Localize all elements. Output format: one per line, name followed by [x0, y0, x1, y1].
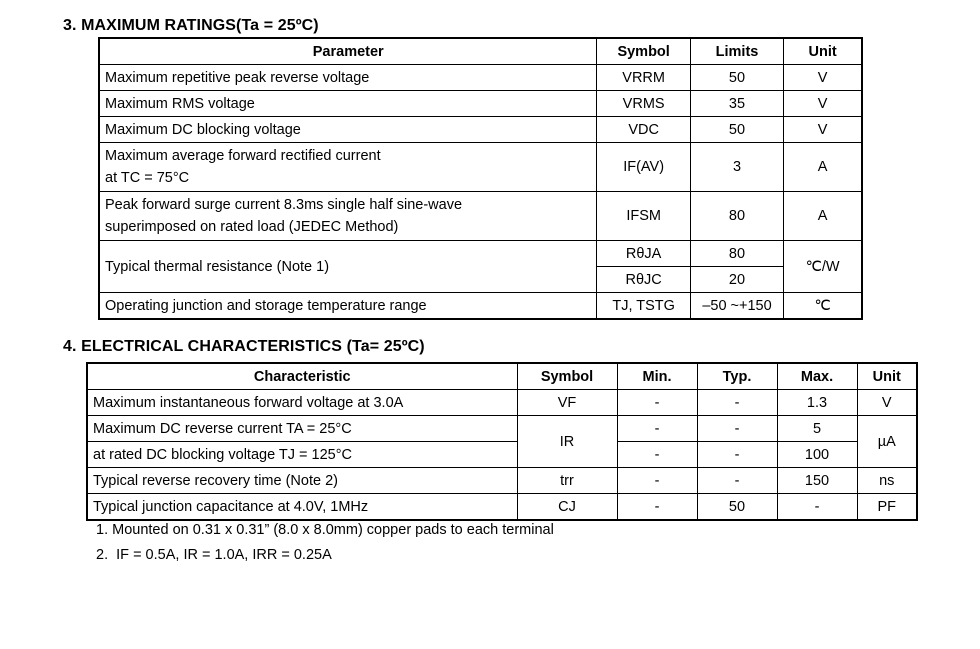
cell-unit: ns: [857, 468, 917, 494]
column-header-limits: Limits: [690, 38, 783, 65]
cell-limits: 50: [690, 117, 783, 143]
electrical-characteristics-table: [86, 362, 918, 521]
cell-symbol: trr: [517, 468, 617, 494]
cell-symbol: TJ, TSTG: [597, 293, 690, 320]
table-row: [87, 494, 917, 521]
footnote-2: 2. IF = 0.5A, IR = 1.0A, IRR = 0.25A: [96, 547, 332, 564]
table-row: [99, 192, 862, 241]
table-header-row: [87, 363, 917, 390]
cell-unit: µA: [857, 416, 917, 468]
table-row: [99, 241, 862, 267]
cell-parameter: [99, 143, 597, 192]
cell-characteristic: at rated DC blocking voltage TJ = 125°C: [87, 442, 517, 468]
cell-characteristic: Maximum instantaneous forward voltage at 3.0A: [87, 390, 517, 416]
cell-characteristic: Typical junction capacitance at 4.0V, 1MHz: [87, 494, 517, 521]
footnotes: [96, 518, 554, 569]
cell-symbol: VF: [517, 390, 617, 416]
table-row: [99, 117, 862, 143]
cell-parameter-line1: Peak forward surge current 8.3ms single half sine-wave: [105, 196, 463, 213]
column-header-symbol: Symbol: [517, 363, 617, 390]
cell-unit: V: [784, 65, 862, 91]
column-header-parameter: Parameter: [99, 38, 597, 65]
column-header-unit: Unit: [784, 38, 862, 65]
table-row: [99, 143, 862, 192]
column-header-symbol: Symbol: [597, 38, 690, 65]
cell-symbol: VDC: [597, 117, 690, 143]
table-row: [87, 390, 917, 416]
maximum-ratings-table: [98, 37, 863, 320]
column-header-typ: Typ.: [697, 363, 777, 390]
table-row: [99, 91, 862, 117]
cell-unit: V: [784, 117, 862, 143]
column-header-min: Min.: [617, 363, 697, 390]
cell-min: -: [617, 416, 697, 442]
table-row: [87, 468, 917, 494]
cell-symbol: IFSM: [597, 192, 690, 241]
table-row: [99, 293, 862, 320]
cell-parameter: Maximum repetitive peak reverse voltage: [99, 65, 597, 91]
table-header-row: [99, 38, 862, 65]
table-row: [87, 416, 917, 442]
cell-unit: ℃/W: [784, 241, 862, 293]
cell-parameter: Maximum DC blocking voltage: [99, 117, 597, 143]
cell-typ: 50: [697, 494, 777, 521]
cell-limits: 80: [690, 241, 783, 267]
cell-characteristic: Typical reverse recovery time (Note 2): [87, 468, 517, 494]
cell-parameter: [99, 192, 597, 241]
table-row: [99, 65, 862, 91]
page-title-maximum-ratings: 3. MAXIMUM RATINGS(Ta = 25ºC): [63, 17, 319, 34]
cell-symbol: IF(AV): [597, 143, 690, 192]
cell-max: 1.3: [777, 390, 857, 416]
cell-typ: -: [697, 442, 777, 468]
column-header-characteristic: Characteristic: [87, 363, 517, 390]
cell-symbol: RθJC: [597, 267, 690, 293]
cell-unit: PF: [857, 494, 917, 521]
column-header-unit: Unit: [857, 363, 917, 390]
cell-typ: -: [697, 416, 777, 442]
cell-limits: 50: [690, 65, 783, 91]
cell-limits: 20: [690, 267, 783, 293]
cell-parameter: Operating junction and storage temperature range: [99, 293, 597, 320]
cell-symbol: RθJA: [597, 241, 690, 267]
cell-max: 5: [777, 416, 857, 442]
cell-min: -: [617, 494, 697, 521]
cell-symbol: VRRM: [597, 65, 690, 91]
cell-limits: 3: [690, 143, 783, 192]
cell-symbol: IR: [517, 416, 617, 468]
cell-max: 150: [777, 468, 857, 494]
page-title-electrical-characteristics: 4. ELECTRICAL CHARACTERISTICS (Ta= 25ºC): [63, 338, 425, 355]
cell-min: -: [617, 468, 697, 494]
cell-symbol: CJ: [517, 494, 617, 521]
footnote-1: 1. Mounted on 0.31 x 0.31” (8.0 x 8.0mm) copper pads to each terminal: [96, 522, 554, 538]
cell-parameter-line2: superimposed on rated load (JEDEC Method): [105, 219, 399, 235]
cell-parameter-line2: at TC = 75°C: [105, 170, 190, 186]
cell-typ: -: [697, 390, 777, 416]
cell-limits: 35: [690, 91, 783, 117]
cell-parameter-line1: Maximum average forward rectified current: [105, 147, 381, 164]
cell-limits: –50 ~+150: [690, 293, 783, 320]
column-header-max: Max.: [777, 363, 857, 390]
cell-unit: V: [784, 91, 862, 117]
cell-unit: ℃: [784, 293, 862, 320]
cell-max: -: [777, 494, 857, 521]
cell-parameter: Typical thermal resistance (Note 1): [99, 241, 597, 293]
cell-symbol: VRMS: [597, 91, 690, 117]
cell-min: -: [617, 442, 697, 468]
cell-characteristic: Maximum DC reverse current TA = 25°C: [87, 416, 517, 442]
cell-parameter: Maximum RMS voltage: [99, 91, 597, 117]
cell-max: 100: [777, 442, 857, 468]
cell-min: -: [617, 390, 697, 416]
cell-typ: -: [697, 468, 777, 494]
cell-unit: A: [784, 192, 862, 241]
cell-unit: A: [784, 143, 862, 192]
table-row: [87, 442, 917, 468]
cell-unit: V: [857, 390, 917, 416]
cell-limits: 80: [690, 192, 783, 241]
